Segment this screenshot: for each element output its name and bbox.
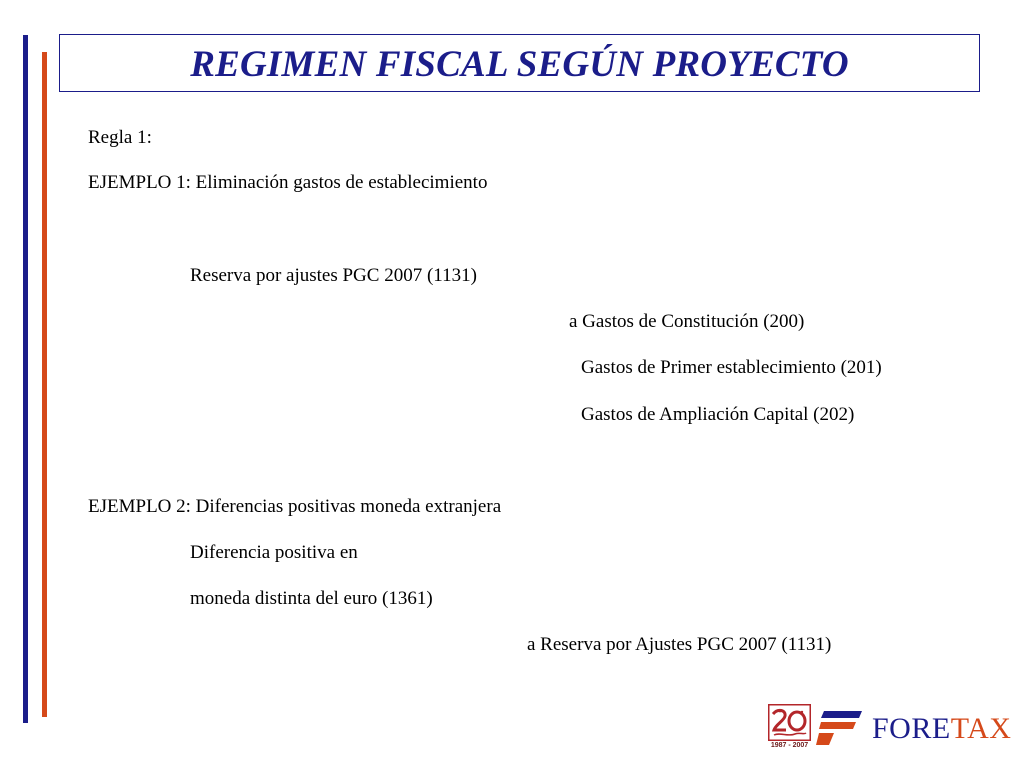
slide-title: REGIMEN FISCAL SEGÚN PROYECTO (190, 43, 849, 85)
title-box (59, 34, 980, 92)
credit-reserva-line: a Reserva por Ajustes PGC 2007 (1131) (527, 634, 832, 655)
foretax-wordmark (872, 712, 1011, 746)
debit-reserva-line: Reserva por ajustes PGC 2007 (1131) (190, 265, 477, 286)
regla-line: Regla 1: (88, 127, 152, 148)
debit-diferencia-line: Diferencia positiva en (190, 542, 358, 563)
brand-tax-text: TAX (950, 712, 1012, 745)
left-rule-orange (42, 52, 47, 717)
brand-fore-text: FORE (872, 712, 951, 745)
credit-gastos-constitucion-line: a Gastos de Constitución (200) (569, 311, 805, 332)
foretax-mark-icon (816, 707, 862, 745)
ejemplo-2-heading: EJEMPLO 2: Diferencias positivas moneda extranjera (88, 496, 502, 517)
debit-moneda-line: moneda distinta del euro (1361) (190, 588, 433, 609)
credit-gastos-ampliacion-line: Gastos de Ampliación Capital (202) (581, 404, 855, 425)
credit-gastos-primer-line: Gastos de Primer establecimiento (201) (581, 357, 882, 378)
ejemplo-1-heading: EJEMPLO 1: Eliminación gastos de establecimiento (88, 172, 488, 193)
seal-years-label: 1987 - 2007 (768, 741, 811, 750)
left-rule-blue (23, 35, 28, 723)
